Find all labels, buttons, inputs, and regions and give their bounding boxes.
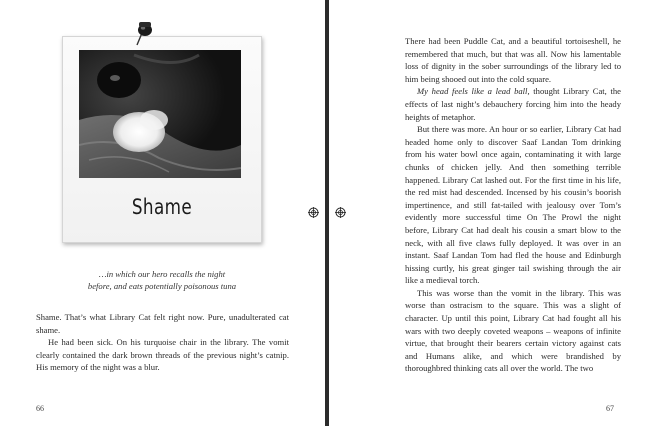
cat-photo-illustration (79, 50, 241, 178)
paragraph: There had been Puddle Cat, and a beautiful tortoiseshell, he remembered that much, but that was all. Now his lamentable loss of dignity in the sober surroundings of the library led to him being shooed out into the cold square. (405, 36, 621, 84)
paragraph: Shame. That’s what Library Cat felt right now. Pure, unadulterated cat shame. (36, 312, 289, 335)
paragraph: This was worse than the vomit in the library. This was worse than ostracism to the square. This was a slight of character. Up until this point, Library Cat had fought all his wars with two deeply coveted weapons – weapons of infinite virtue, that brought their bearers certain victory against cats and Humans alike, and which were brandished by thoroughbred thinking cats all over the world. The two (405, 287, 621, 374)
paragraph: He had been sick. On his turquoise chair in the library. The vomit clearly contained the dark brown threads of the previous night’s catnip. His memory of the night was a blur. (36, 337, 289, 373)
registration-mark-icon (335, 207, 346, 218)
epigraph-line-1: …in which our hero recalls the night (98, 269, 226, 279)
right-body-text (405, 35, 621, 375)
registration-mark-icon (308, 207, 319, 218)
italic-phrase: My head feels like a lead ball, (417, 86, 530, 97)
right-page (329, 0, 656, 426)
page-number-right: 67 (606, 404, 614, 413)
paragraph (405, 85, 621, 123)
pushpin-icon (133, 20, 155, 46)
left-page (0, 0, 325, 426)
paragraph-continuation: thought Library Cat, the effects of last night’s debauchery forcing him into the heady heights of metaphor. (405, 86, 621, 122)
polaroid-caption: Shame (131, 195, 193, 219)
epigraph-line-2: before, and eats potentially poisonous tuna (87, 281, 237, 291)
left-body-text (36, 311, 289, 374)
paragraph: But there was more. An hour or so earlier, Library Cat had headed home only to discover Saaf Landan Tom drinking from his water bowl once again, contaminating it with large chunks of chicken jelly. And then something terrible happened. Library Cat lashed out. For the first time in his life, the red mist had descended. Incensed by his cousin’s boorish impertinence, and still fat-tailed with jealousy over Tom’s evidently more successful time On The Prowl the night before, Library Cat had dealt his cousin a smart blow to the neck, with all five claws fully deployed. It was over in an instant. Saaf Landan Tom had fled the house and Edinburgh hissing curtly, his great ginger tail swishing through the air like a medieval torch. (405, 124, 621, 286)
chapter-epigraph (22, 268, 302, 292)
page-number-left: 66 (36, 404, 44, 413)
polaroid-frame (62, 36, 262, 243)
cat-photo (79, 50, 241, 178)
